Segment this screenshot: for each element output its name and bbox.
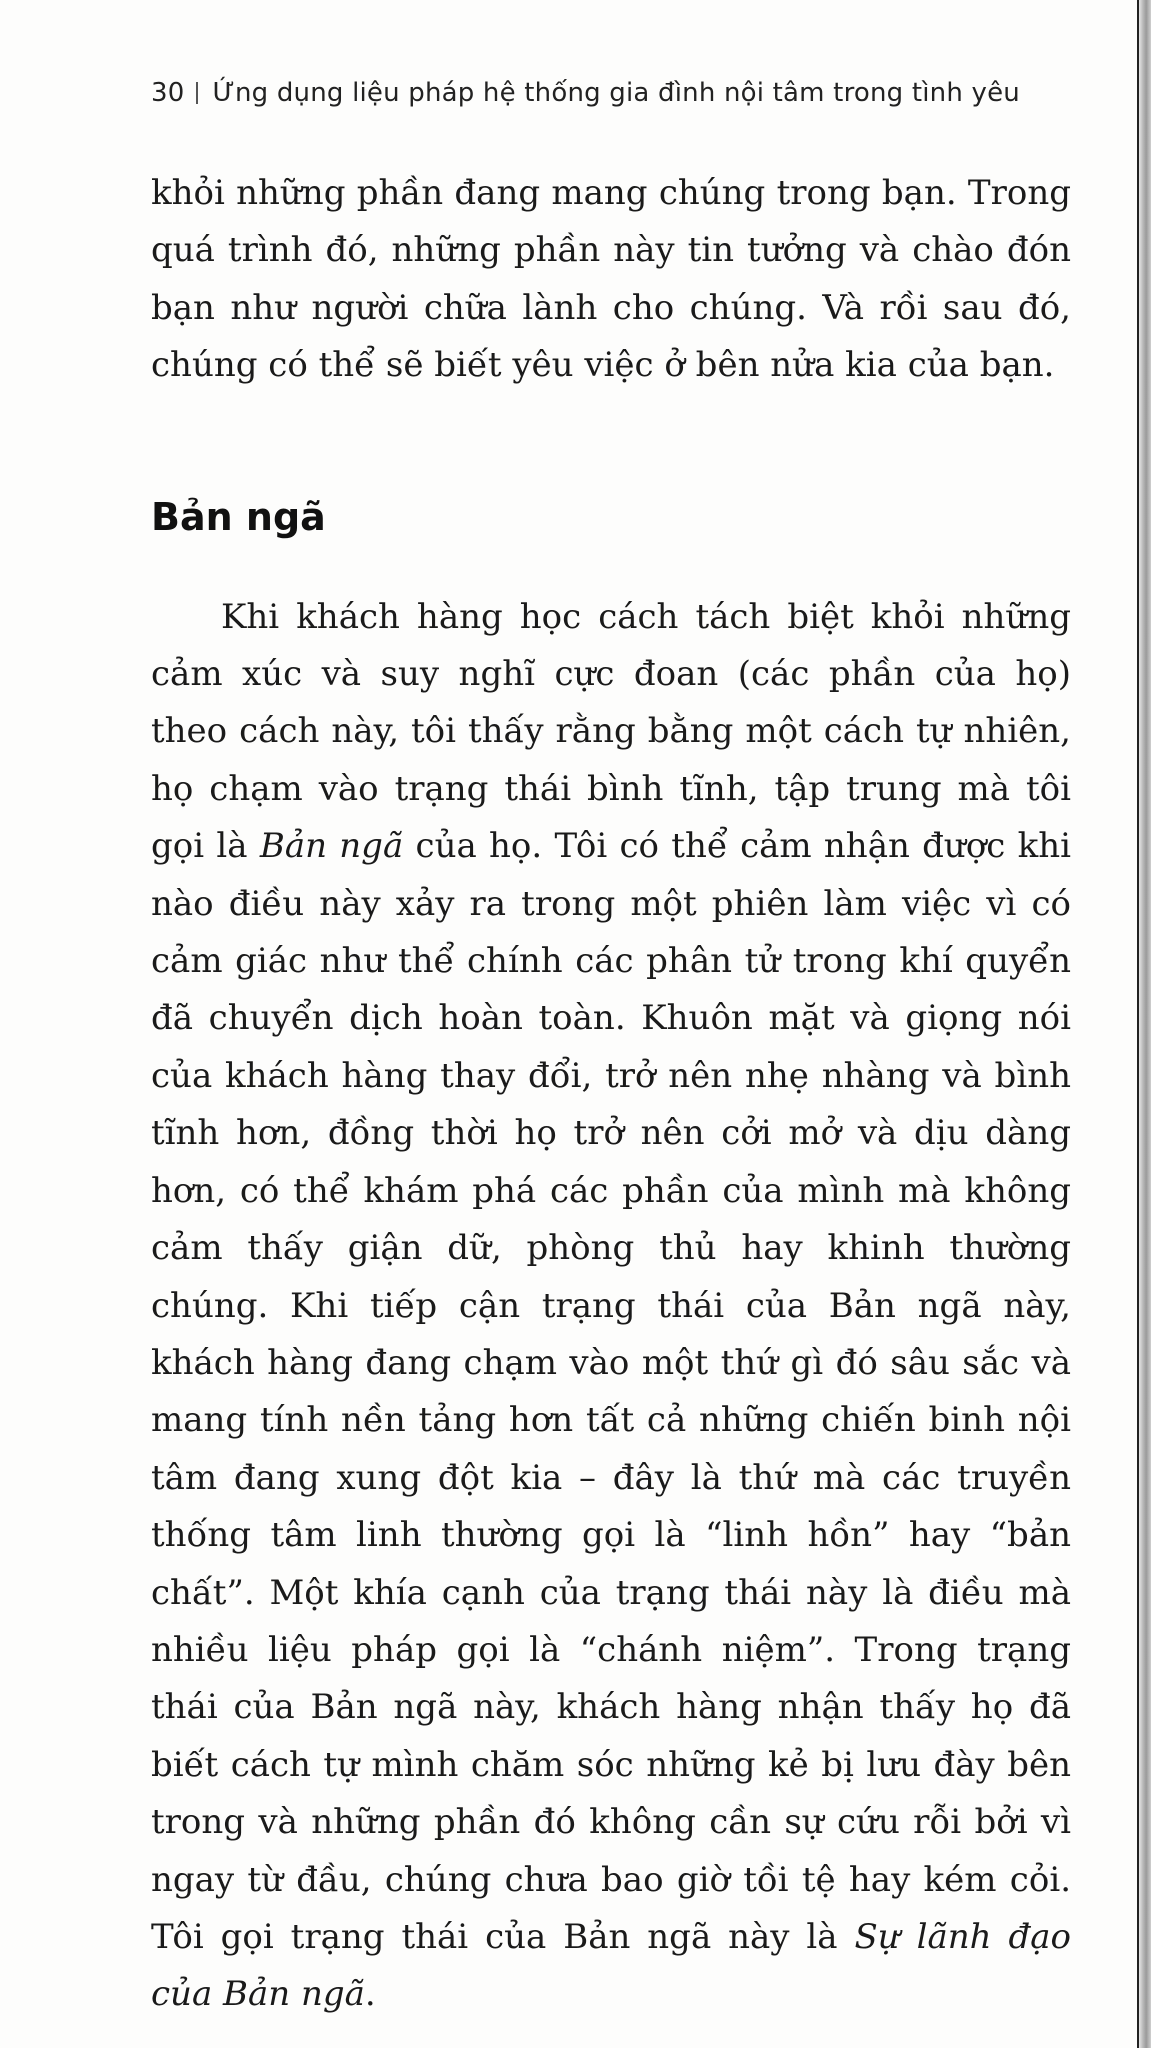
body-text-2: của họ. Tôi có thể cảm nhận được khi nào điều này xảy ra trong một phiên làm việc vì có cảm giác như thể chính các phân tử trong khí quyển đã chuyển dịch hoàn toàn. Khuôn mặt và giọng nói của khách hàng thay đổi, trở nên nhẹ nhàng và bình tĩnh hơn, đồng thời họ trở nên cởi mở và dịu dàng hơn, có thể khám phá các phần của mình mà không cảm thấy giận dữ, phòng thủ hay khinh thường chúng. Khi tiếp cận trạng thái của Bản ngã này, khách hàng đang chạm vào một thứ gì đó sâu sắc và mang tính nền tảng hơn tất cả những chiến binh nội tâm đang xung đột kia – đây là thứ mà các truyền thống tâm linh thường gọi là “linh hồn” hay “bản chất”. Một khía cạnh của trạng thái này là điều mà nhiều liệu pháp gọi là “chánh niệm”. Trong trạng thái của Bản ngã này, khách hàng nhận thấy họ đã biết cách tự mình chăm sóc những kẻ bị lưu đày bên trong và những phần đó không cần sự cứu rỗi bởi vì ngay từ đầu, chúng chưa bao giờ tồi tệ hay kém cỏi. Tôi gọi trạng thái của Bản ngã này là (151, 826, 1071, 1957)
page-edge-shadow (1139, 0, 1151, 2048)
running-header (151, 78, 1020, 108)
body-emphasis-1: Bản ngã (259, 826, 404, 867)
body-text-1: Khi khách hàng học cách tách biệt khỏi những cảm xúc và suy nghĩ cực đoan (các phần của họ) theo cách này, tôi thấy rằng bằng một cách tự nhiên, họ chạm vào trạng thái bình tĩnh, tập trung mà tôi gọi là (151, 596, 1071, 867)
page-content (151, 165, 1071, 2024)
body-text-end: . (364, 1974, 376, 2015)
page-number: 30 (151, 78, 185, 108)
header-divider (196, 82, 198, 104)
body-emphasis-2: Sự lãnh đạo của Bản ngã (151, 1916, 1071, 2015)
book-title: Ứng dụng liệu pháp hệ thống gia đình nội tâm trong tình yêu (212, 78, 1020, 108)
section-heading: Bản ngã (151, 494, 326, 539)
section-body-paragraph (151, 589, 1071, 2024)
intro-paragraph: khỏi những phần đang mang chúng trong bạn. Trong quá trình đó, những phần này tin tưởng và chào đón bạn như người chữa lành cho chúng. Và rồi sau đó, chúng có thể sẽ biết yêu việc ở bên nửa kia của bạn. (151, 173, 1071, 386)
